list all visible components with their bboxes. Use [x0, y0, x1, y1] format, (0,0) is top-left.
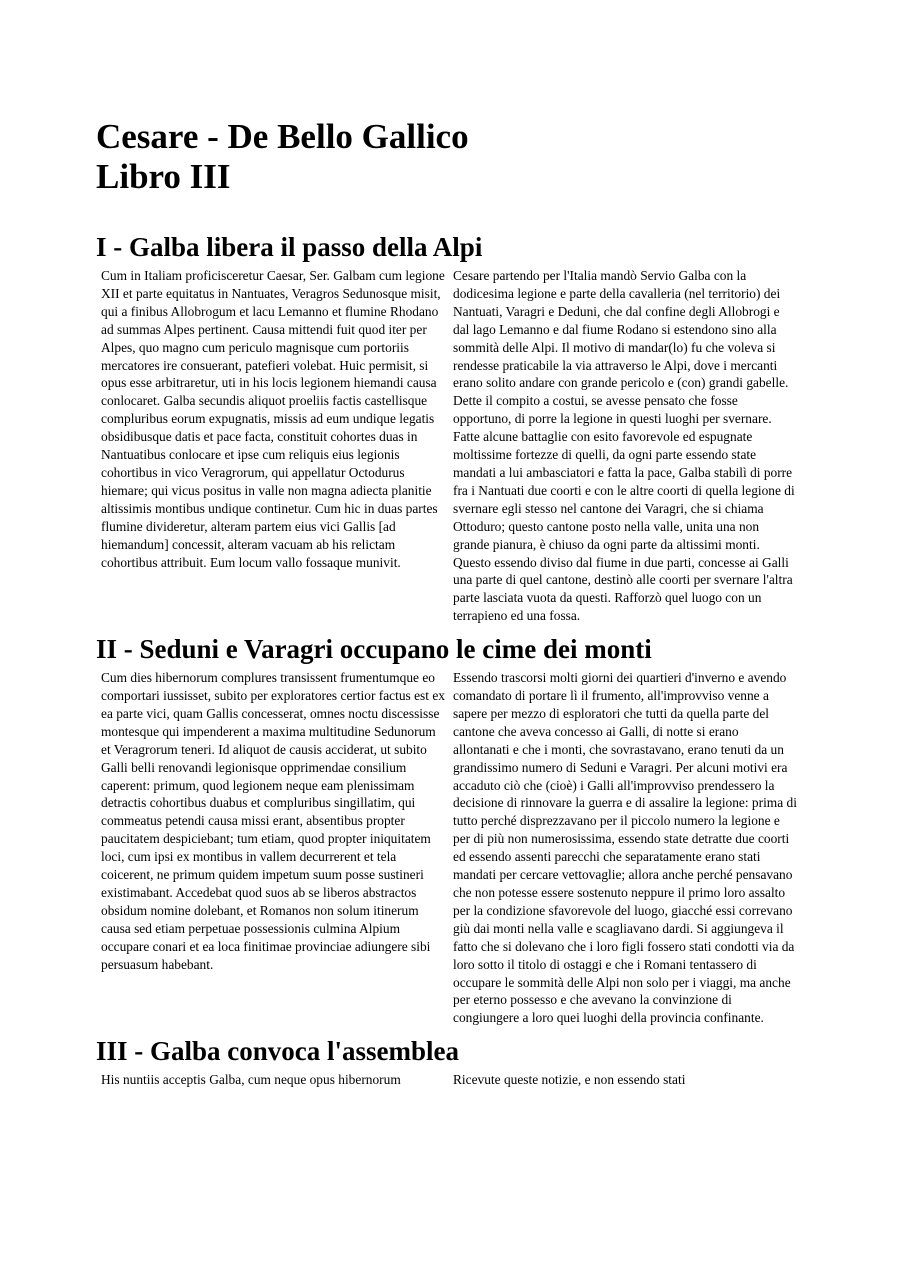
document-title [96, 117, 816, 197]
section-3-columns [96, 1071, 816, 1089]
section-2-latin-text: Cum dies hibernorum complures transissent frumentumque eo comportari iussisset, subito per exploratores certior factus est ex ea parte vici, quam Gallis concesserat, omnes noctu discessisse montesque qui impenderent a maxima multitudine Sedunorum et Veragrorum teneri. Id aliquot de causis acciderat, ut subito Galli belli renovandi legionisque opprimendae consilium caperent: primum, quod legionem neque eam plenissimam detractis cohortibus duabus et compluribus singillatim, qui commeatus petendi causa missi erant, absentibus propter paucitatem despiciebant; tum etiam, quod propter iniquitatem loci, cum ipsi ex montibus in vallem decurrerent et tela coicerent, ne primum quidem impetum suum posse sustineri existimabant. Accedebat quod suos ab se liberos abstractos obsidum nomine dolebant, et Romanos non solum itinerum causa sed etiam perpetuae possessionis culmina Alpium occupare conari et ea loca finitimae provinciae adiungere sibi persuasum habebant. [101, 670, 445, 972]
section-heading-3: III - Galba convoca l'assemblea [96, 1036, 460, 1067]
title-line-2: Libro III [96, 157, 231, 196]
section-2-italian-text: Essendo trascorsi molti giorni dei quartieri d'inverno e avendo comandato di portare lì il frumento, all'improvviso venne a sapere per mezzo di esploratori che tutti da quella parte del cantone che aveva concesso ai Galli, di notte si erano allontanati e che i monti, che sovrastavano, erano tenuti da un grandissimo numero di Seduni e Varagri. Per alcuni motivi era accaduto ciò che (cioè) i Galli all'improvviso prendessero la decisione di rinnovare la guerra e di assalire la legione: prima di tutto perché disprezzavano per il piccolo numero la legione e per di più non numerosissima, essendo state detratte due coorti ed essendo assenti parecchi che separatamente erano stati mandati per cercare vettovaglie; allora anche perché pensavano che non potesse essere sostenuto neppure il primo loro assalto per la condizione sfavorevole del luogo, giacché essi correvano giù dai monti nella valle e scagliavano dardi. Si aggiungeva il fatto che si dolevano che i loro figli fossero stati condotti via da loro sotto il titolo di ostaggi e che i Romani tentassero di occupare le sommità delle Alpi non solo per i viaggi, ma anche per eterno possesso e che avevano la convinzione di congiungere a loro quei luoghi della provincia confinante. [453, 670, 797, 1026]
document-page [96, 117, 816, 1097]
section-3-italian-text: Ricevute queste notizie, e non essendo stati [453, 1072, 686, 1088]
title-line-1: Cesare - De Bello Gallico [96, 117, 469, 156]
section-heading-1: I - Galba libera il passo della Alpi [96, 232, 483, 262]
section-heading-2: II - Seduni e Varagri occupano le cime dei monti [96, 634, 652, 665]
section-1-columns [96, 267, 816, 625]
section-3-latin-text: His nuntiis acceptis Galba, cum neque opus hibernorum [101, 1072, 401, 1088]
section-2-columns [96, 669, 816, 1027]
section-1-latin-text: Cum in Italiam proficisceretur Caesar, Ser. Galbam cum legione XII et parte equitatus in Nantuates, Veragros Sedunosque misit, qui a finibus Allobrogum et lacu Lemanno et flumine Rhodano ad summas Alpes pertinent. Causa mittendi fuit quod iter per Alpes, quo magno cum periculo magnisque cum portoriis mercatores ire consuerant, patefieri volebat. Huic permisit, si opus esse arbitraretur, uti in his locis legionem hiemandi causa conlocaret. Galba secundis aliquot proeliis factis castellisque compluribus eorum expugnatis, missis ad eum undique legatis obsidibusque datis et pace facta, constituit cohortes duas in Nantuatibus conlocare et ipse cum reliquis eius legionis cohortibus in vico Veragrorum, qui appellatur Octodurus hiemare; qui vicus positus in valle non magna adiecta planitie altissimis montibus undique continetur. Cum hic in duas partes flumine divideretur, alteram partem eius vici Gallis [ad hiemandum] concessit, alteram vacuam ab his relictam cohortibus attribuit. Eum locum vallo fossaque munivit. [101, 268, 445, 570]
section-1-italian-text: Cesare partendo per l'Italia mandò Servio Galba con la dodicesima legione e parte della cavalleria (nel territorio) dei Nantuati, Varagri e Deduni, che dal confine degli Allobrogi e dal lago Lemanno e dal fiume Rodano si estendono sino alla sommità delle Alpi. Il motivo di mandar(lo) fu che voleva si rendesse praticabile la via attraverso le Alpi, dove i mercanti erano solito andare con grande pericolo e (con) grandi gabelle. Dette il compito a costui, se avesse pensato che fosse opportuno, di porre la legione in questi luoghi per svernare. Fatte alcune battaglie con esito favorevole ed espugnate moltissime fortezze di quelli, da ogni parte essendo state mandati a lui ambasciatori e fatta la pace, Galba stabilì di porre fra i Nantuati due coorti e con le altre coorti di quella legione di svernare egli stesso nel cantone dei Varagri, che si chiama Ottoduro; questo cantone posto nella valle, unita una non grande pianura, è chiuso da ogni parte da altissimi monti. Questo essendo diviso dal fiume in due parti, concesse ai Galli una parte di quel cantone, destinò alle coorti per svernare l'altra parte lasciata vuota da questi. Rafforzò quel luogo con un terrapieno ed una fossa. [453, 268, 795, 624]
